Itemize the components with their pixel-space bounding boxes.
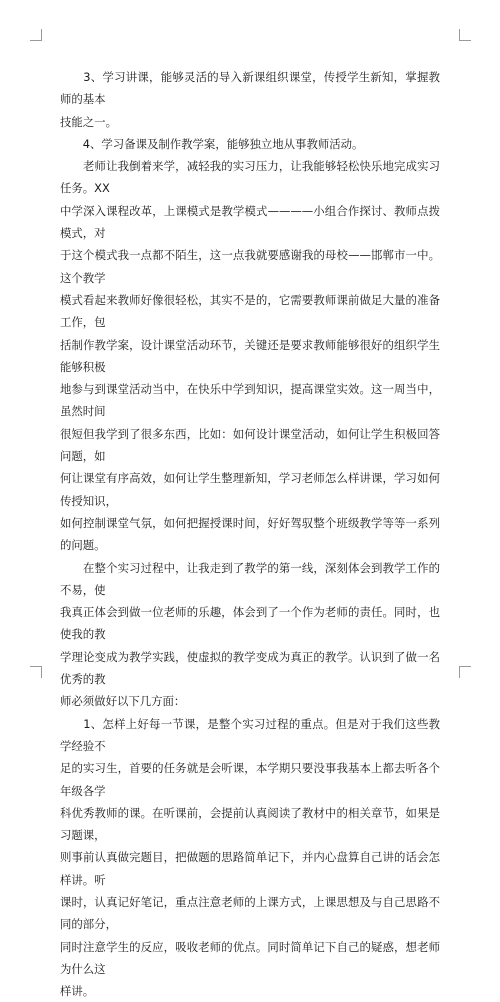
text-line: 同时注意学生的反应，吸收老师的优点。同时简单记下自己的疑惑，想老师为什么这: [60, 939, 440, 976]
text-line: 老师让我倒着来学，减轻我的实习压力，让我能够轻松快乐地完成实习任务。XX: [60, 159, 440, 196]
crop-mark-top-right: [459, 29, 471, 41]
text-line: 何让课堂有序高效，如何让学生整理新知，学习老师怎么样讲课，学习如何传授知识，: [60, 471, 440, 508]
text-line: 在整个实习过程中，让我走到了教学的第一线，深刻体会到教学工作的不易，使: [60, 560, 440, 597]
crop-mark-bottom-right: [459, 666, 471, 678]
paragraph-item-3: [60, 66, 440, 133]
text-line: 3、学习讲课，能够灵活的导入新课组织课堂，传授学生新知，掌握教师的基本: [60, 70, 440, 107]
document-body: [60, 66, 440, 1002]
text-line: 很短但我学到了很多东西，比如：如何设计课堂活动，如何让学生积极回答问题，如: [60, 426, 440, 464]
text-line: 于这个模式我一点都不陌生，这一点我就要感谢我的母校——邯郸市一中。这个教学: [60, 248, 440, 285]
text-line: 则事前认真做完题目，把做题的思路简单记下，并内心盘算自己讲的话会怎样讲。听: [60, 850, 440, 887]
paragraph-internship-reflection: [60, 557, 440, 713]
text-line: 足的实习生，首要的任务就是会听课，本学期只要没事我基本上都去听各个年级各学: [60, 761, 440, 798]
text-line: 学理论变成为教学实践，使虚拟的教学变成为真正的教学。认识到了做一名优秀的教: [60, 649, 440, 687]
text-line: 1、怎样上好每一节课，是整个实习过程的重点。但是对于我们这些教学经验不: [60, 716, 440, 753]
crop-mark-bottom-left: [30, 666, 42, 678]
text-line: 地参与到课堂活动当中，在快乐中学到知识，提高课堂实效。这一周当中，虽然时间: [60, 382, 440, 419]
text-line: 括制作教学案，设计课堂活动环节，关键还是要求教师能够很好的组织学生能够积极: [60, 337, 440, 374]
text-line: 模式看起来教师好像很轻松，其实不是的，它需要教师课前做足大量的准备工作，包: [60, 292, 440, 330]
text-line: 4、学习备课及制作教学案，能够独立地从事教师活动。: [60, 136, 364, 151]
text-line: 科优秀教师的课。在听课前，会提前认真阅读了教材中的相关章节，如果是习题课，: [60, 805, 440, 843]
text-line: 如何控制课堂气氛，如何把握授课时间，好好驾驭整个班级教学等等一系列的问题。: [60, 515, 440, 553]
paragraph-point-1: [60, 713, 440, 1002]
paragraph-item-4: [60, 133, 440, 155]
text-line: 技能之一。: [60, 114, 117, 129]
text-line: 课时，认真记好笔记，重点注意老师的上课方式，上课思想及与自己思路不同的部分，: [60, 894, 440, 932]
crop-mark-top-left: [30, 29, 42, 41]
text-line: 样讲。: [60, 984, 95, 999]
text-line: 中学深入课程改革，上课模式是教学模式————小组合作探讨、教师点拨模式，对: [60, 203, 440, 241]
text-line: 我真正体会到做一位老师的乐趣，体会到了一个作为老师的责任。同时，也使我的教: [60, 605, 440, 642]
text-line: 师必须做好以下几方面：: [60, 694, 186, 709]
paragraph-teaching-mode: [60, 155, 440, 556]
